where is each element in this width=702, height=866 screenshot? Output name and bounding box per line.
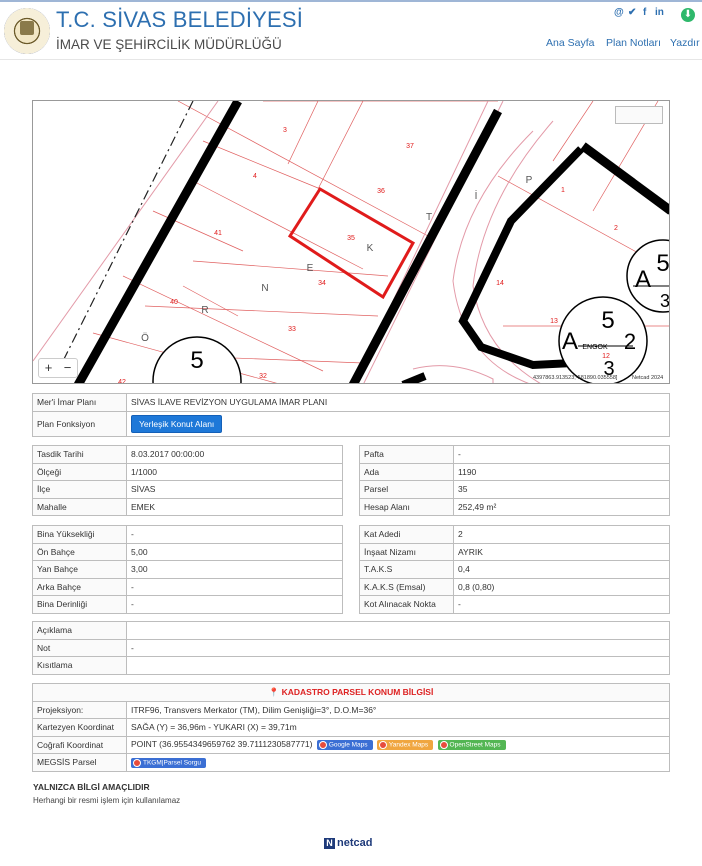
row-value: 0,4 [454,561,670,579]
zoom-control [38,358,78,378]
road-letter: T [425,212,433,223]
info-left-table [32,445,343,516]
nav-yazdir[interactable]: Yazdır [670,37,700,49]
map-attribution: Netcad 2024 [632,375,664,381]
zone-number: 3 [603,358,615,380]
row-key: MEGSİS Parsel [33,754,127,772]
row-value: 0,8 (0,80) [454,578,670,596]
zoom-in-button[interactable]: + [44,360,53,375]
parcel-label: 37 [406,143,414,150]
row-value: SİVAS İLAVE REVİZYON UYGULAMA İMAR PLANI [127,394,670,412]
table-row [33,411,670,436]
map-canvas [33,101,670,384]
openstreet-maps-button[interactable]: OpenStreet Maps [438,740,506,750]
twitter-icon[interactable]: ✔ [628,7,637,18]
parcel-label: 34 [318,280,326,287]
zoom-out-button[interactable]: − [63,360,72,375]
zone-letter: A [561,328,579,355]
row-value: 35 [454,481,670,499]
row-key: Pafta [360,446,454,464]
email-icon[interactable]: @ [614,7,624,18]
row-value: POINT (36.9554349659762 39.7111230587771) [131,739,313,750]
row-value: 8.03.2017 00:00:00 [127,446,343,464]
parcel-label: 32 [259,373,267,380]
yandex-maps-button[interactable]: Yandex Maps [377,740,433,750]
row-value: 252,49 m² [454,498,670,516]
zone-number: 3 [659,291,671,311]
row-value: 2 [454,526,670,544]
google-maps-icon [319,741,327,749]
row-key: Ölçeği [33,463,127,481]
row-value: - [454,446,670,464]
parcel-label: 42 [118,379,126,385]
netcad-icon: N [324,838,335,849]
nav-plan-notlari[interactable]: Plan Notları [606,37,661,49]
svg-text:2: 2 [623,329,637,354]
zone-number: 5 [601,307,615,334]
google-maps-button[interactable]: Google Maps [317,740,373,750]
row-key: Tasdik Tarihi [33,446,127,464]
parcel-label: 13 [550,318,558,325]
build-right-table [359,525,670,614]
row-value [127,622,670,640]
plan-table [32,393,670,437]
row-value: 1/1000 [127,463,343,481]
row-value: - [454,596,670,614]
municipality-logo[interactable] [4,8,50,54]
row-value: SİVAS [127,481,343,499]
row-value: ITRF96, Transvers Merkator (TM), Dilim Genişliği=3°, D.O.M=36° [127,701,670,719]
row-key: Mer'i İmar Planı [33,394,127,412]
row-key: Bina Derinliği [33,596,127,614]
site-subtitle: İMAR VE ŞEHİRCİLİK MÜDÜRLÜĞÜ [56,37,282,52]
row-value: - [127,596,343,614]
row-key: Mahalle [33,498,127,516]
nav-ana-sayfa[interactable]: Ana Sayfa [546,37,595,49]
parcel-label: 36 [377,188,385,195]
tkgm-parsel-button[interactable]: TKGM|Parsel Sorgu [131,758,206,768]
row-key: İnşaat Nizamı [360,543,454,561]
parcel-label: 33 [288,326,296,333]
map-coordinate-readout: 4397863.913523;-581890.035558] [533,375,618,381]
row-value: EMEK [127,498,343,516]
facebook-icon[interactable]: f [643,7,647,18]
row-key: Kartezyen Koordinat [33,719,127,737]
row-key: İlçe [33,481,127,499]
row-key: Arka Bahçe [33,578,127,596]
parcel-label: 35 [347,235,355,242]
zone-number: 5 [190,347,204,374]
row-value: 1190 [454,463,670,481]
zone-number: 5 [656,250,670,277]
zone-sub: ENGOK [582,344,608,351]
download-icon[interactable]: ⬇ [681,8,695,22]
zone-letter: A [634,266,652,293]
parcel-label: 41 [214,230,222,237]
row-value: SAĞA (Y) = 36,96m - YUKARI (X) = 39,71m [127,719,670,737]
row-value: AYRIK [454,543,670,561]
road-letter: R [201,305,209,316]
openstreet-maps-icon [440,741,448,749]
row-value: 5,00 [127,543,343,561]
row-key: Bina Yüksekliği [33,526,127,544]
info-right-table [359,445,670,516]
row-key: Ön Bahçe [33,543,127,561]
row-key: T.A.K.S [360,561,454,579]
table-row [33,394,670,412]
parcel-label: 1 [561,187,565,194]
site-title[interactable]: T.C. SİVAS BELEDİYESİ [56,7,304,32]
notes-table [32,621,670,675]
road-letter: E [306,263,314,274]
parcel-label: 40 [170,299,178,306]
row-key: Ada [360,463,454,481]
row-key: Yan Bahçe [33,561,127,579]
yandex-maps-icon [379,741,387,749]
site-header [0,2,702,60]
row-key: Hesap Alanı [360,498,454,516]
kadastro-heading: 📍 KADASTRO PARSEL KONUM BİLGİSİ [33,684,670,702]
row-key: Kot Alınacak Nokta [360,596,454,614]
kadastro-table [32,683,670,772]
parcel-map[interactable] [32,100,670,384]
row-key: Coğrafi Koordinat [33,736,127,754]
parcel-label: 3 [283,127,287,134]
netcad-logo[interactable]: N netcad [324,837,372,849]
row-value: - [127,526,343,544]
plan-function-button[interactable]: Yerleşik Konut Alanı [131,415,222,433]
road-letter: K [366,243,374,254]
road-letter: P [525,175,533,186]
row-key: Kat Adedi [360,526,454,544]
layer-switcher-button[interactable] [615,106,663,124]
parcel-label: 14 [496,280,504,287]
disclaimer-text: Herhangi bir resmi işlem için kullanılamaz [33,796,181,805]
road-letter: İ [474,191,478,202]
tkgm-icon [133,759,141,767]
row-value: 3,00 [127,561,343,579]
row-key: Parsel [360,481,454,499]
row-value: - [127,639,670,657]
row-key: Projeksiyon: [33,701,127,719]
build-left-table [32,525,343,614]
disclaimer-heading: YALNIZCA BİLGİ AMAÇLIDIR [33,782,150,792]
row-key: Kısıtlama [33,657,127,675]
map-pin-icon: 📍 [268,686,282,697]
row-key: Not [33,639,127,657]
row-value [127,657,670,675]
road-letter: Ö [141,333,149,344]
row-key: Açıklama [33,622,127,640]
row-key: Plan Fonksiyon [33,411,127,436]
row-key: K.A.K.S (Emsal) [360,578,454,596]
parcel-label: 12 [602,353,610,360]
parcel-label: 4 [253,173,257,180]
road-letter: N [261,283,269,294]
linkedin-icon[interactable]: in [655,7,664,18]
parcel-label: 2 [614,225,618,232]
row-value: - [127,578,343,596]
